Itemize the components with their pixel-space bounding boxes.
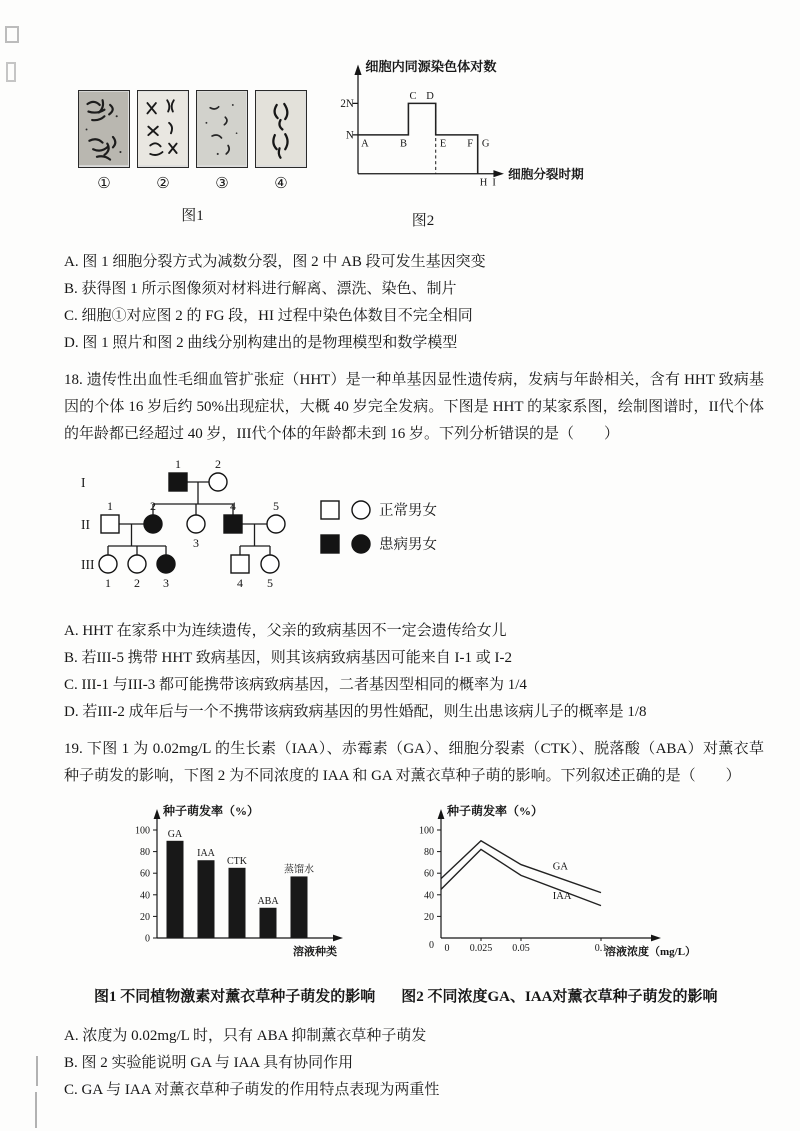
y-axis-arrow — [154, 809, 161, 819]
bar-label: GA — [167, 828, 183, 840]
question-18-options — [64, 618, 764, 726]
q17-figure-block — [78, 56, 764, 235]
series-label-IAA: IAA — [553, 891, 572, 903]
pedigree-member-number: 5 — [273, 499, 279, 513]
pedigree-member-number: 1 — [105, 576, 111, 590]
bar-chart-column — [94, 800, 375, 1011]
letter-I: I — [492, 177, 496, 189]
x-axis-arrow — [651, 935, 661, 942]
pedigree-member-III-2 — [128, 555, 146, 573]
bar-label: CTK — [227, 855, 248, 867]
letter-G: G — [481, 138, 490, 150]
y-tick-label: 100 — [135, 825, 151, 837]
pedigree-member-III-3 — [157, 555, 175, 573]
pedigree-member-III-4 — [231, 555, 249, 573]
x-tick-label: 0.05 — [512, 943, 531, 954]
q19-option-c: C. GA 与 IAA 对薰衣草种子萌发的作用特点表现为两重性 — [64, 1082, 440, 1098]
q19-option-b: B. 图 2 实验能说明 GA 与 IAA 具有协同作用 — [64, 1055, 354, 1071]
pedigree-member-II-2 — [144, 515, 162, 533]
bar-IAA — [198, 860, 215, 938]
pedigree-member-III-1 — [99, 555, 117, 573]
pedigree-member-number: 1 — [175, 457, 181, 471]
pedigree-member-III-5 — [261, 555, 279, 573]
question-18-text: 18. 遗传性出血性毛细血管扩张症（HHT）是一种单基因显性遗传病，发病与年龄相关，含有 HHT 致病基因的个体 16 岁后约 50%出现症状，大概 40 岁完全发病。下图是 HHT 的某家系图，绘制图谱时，II代个体的年龄都已经超过 40 岁，III代个体的年龄都未到 16 岁。下列分析错误的是（ ） — [64, 372, 764, 442]
cell-label-4: ④ — [274, 174, 288, 192]
question-17-options — [64, 249, 764, 357]
pedigree-member-number: 2 — [215, 457, 221, 471]
fig2-step-chart-group — [337, 56, 589, 235]
fig2-caption: 图2 — [411, 213, 435, 229]
chart-title: 种子萌发率（%） — [447, 804, 544, 818]
pedigree-member-number: 3 — [193, 536, 199, 550]
cell-micrograph-2 — [137, 90, 189, 168]
legend-label: 患病男女 — [379, 537, 437, 553]
q17-option-d: D. 图 1 照片和图 2 曲线分别构建出的是物理模型和数学模型 — [64, 335, 458, 351]
y-tick-label: 0 — [145, 933, 151, 945]
cell-label-1: ① — [97, 174, 111, 192]
question-19-options — [64, 1023, 764, 1104]
pedigree-member-number: 5 — [267, 576, 273, 590]
axes — [353, 65, 504, 178]
pedigree-member-number: 1 — [107, 499, 113, 513]
x-axis-label: 溶液浓度（mg/L） — [605, 946, 697, 958]
y-tick-label: 80 — [424, 847, 435, 859]
letter-C: C — [409, 91, 417, 103]
step-curve — [358, 103, 478, 173]
bar-label: 蒸馏水 — [284, 864, 315, 876]
scan-artifact — [5, 26, 19, 43]
letter-H: H — [479, 177, 488, 189]
y-tick-2N: 2N — [340, 98, 354, 111]
series-line-GA — [441, 841, 601, 893]
letter-B: B — [400, 138, 408, 150]
cell-micrograph-4 — [255, 90, 307, 168]
y-tick-label: 20 — [140, 911, 151, 923]
pedigree-member-number: 2 — [150, 499, 156, 513]
x-axis-label: 溶液种类 — [293, 946, 338, 958]
x-axis-arrow — [333, 935, 343, 942]
x-tick-label: 0.1 — [595, 943, 608, 954]
cell-micrograph-3 — [196, 90, 248, 168]
q18-option-c: C. III-1 与III-3 都可能携带该病致病基因，二者基因型相同的概率为 1/4 — [64, 677, 527, 693]
y-tick-label: 40 — [424, 890, 435, 902]
q19-option-a: A. 浓度为 0.02mg/L 时，只有 ABA 抑制薰衣草种子萌发 — [64, 1028, 427, 1044]
bar-label: ABA — [257, 895, 279, 907]
chart-title: 种子萌发率（%） — [163, 804, 260, 818]
generation-label: II — [81, 517, 90, 532]
pedigree-member-number: 3 — [163, 576, 169, 590]
fig1-caption: 图1 — [181, 208, 204, 224]
bar-ABA — [260, 908, 277, 938]
pedigree-member-number: 2 — [134, 576, 140, 590]
homologous-pairs-chart — [337, 56, 589, 198]
fig1-micrograph-group — [78, 90, 307, 230]
y-tick-label: 100 — [419, 825, 435, 837]
pedigree-member-II-3 — [187, 515, 205, 533]
q18-option-a: A. HHT 在家系中为连续遗传，父亲的致病基因不一定会遗传给女儿 — [64, 623, 507, 639]
q17-option-c: C. 细胞①对应图 2 的 FG 段，HI 过程中染色体数目不完全相同 — [64, 308, 473, 324]
pedigree-member-II-5 — [267, 515, 285, 533]
legend-square — [321, 535, 339, 553]
pedigree-member-number: 4 — [237, 576, 243, 590]
q19-figure-block — [94, 800, 764, 1011]
series-line-IAA — [441, 849, 601, 905]
q18-option-b: B. 若III-5 携带 HHT 致病基因，则其该病致病基因可能来自 I-1 或 I-2 — [64, 650, 513, 666]
y-tick-label: 60 — [424, 868, 435, 880]
y-tick-label: 40 — [140, 890, 151, 902]
cell-label-3: ③ — [215, 174, 229, 192]
letter-F: F — [467, 138, 474, 150]
legend-label: 正常男女 — [379, 503, 437, 519]
question-19-text: 19. 下图 1 为 0.02mg/L 的生长素（IAA）、赤霉素（GA）、细胞分裂素（CTK）、脱落酸（ABA）对薰衣草种子萌发的影响，下图 2 为不同浓度的 IAA 和 GA 对薰衣草种子萌的影响。下列叙述正确的是（ ） — [64, 741, 764, 784]
y-tick-label: 20 — [424, 911, 435, 923]
bar-蒸馏水 — [291, 876, 308, 938]
line-chart-caption: 图2 不同浓度GA、IAA对薰衣草种子萌发的影响 — [401, 989, 718, 1005]
bar-chart-caption: 图1 不同植物激素对薰衣草种子萌发的影响 — [94, 989, 376, 1005]
pedigree-member-II-1 — [101, 515, 119, 533]
bar-label: IAA — [197, 848, 216, 860]
pedigree-member-I-1 — [169, 473, 187, 491]
y-tick-label: 60 — [140, 868, 151, 880]
hormone-bar-chart — [117, 800, 352, 972]
pedigree-figure — [78, 452, 764, 612]
scan-artifact — [6, 62, 16, 82]
legend-circle — [352, 535, 370, 553]
legend-circle — [352, 501, 370, 519]
generation-label: I — [81, 475, 86, 490]
y-tick-label: 80 — [140, 847, 151, 859]
cell-micrograph-1 — [78, 90, 130, 168]
letter-D: D — [426, 91, 434, 103]
concentration-line-chart — [403, 800, 715, 972]
q18-option-d: D. 若III-2 成年后与一个不携带该病致病基因的男性婚配，则生出患该病儿子的概率是 1/8 — [64, 704, 647, 720]
pedigree-member-number: 4 — [230, 499, 236, 513]
x-tick-label: 0 — [444, 943, 450, 954]
bar-GA — [167, 841, 184, 938]
pedigree-member-II-4 — [224, 515, 242, 533]
letter-A: A — [361, 138, 369, 150]
pedigree-member-I-2 — [209, 473, 227, 491]
y-axis-arrow — [438, 809, 445, 819]
legend-square — [321, 501, 339, 519]
line-chart-column — [401, 800, 717, 1011]
scan-artifact — [35, 1092, 37, 1128]
cell-label-2: ② — [156, 174, 170, 192]
x-tick-label: 0.025 — [470, 943, 493, 954]
scan-artifact — [36, 1056, 38, 1086]
letter-E: E — [439, 138, 447, 150]
chart-title: 细胞内同源染色体对数 — [365, 58, 497, 74]
q17-option-a: A. 图 1 细胞分裂方式为减数分裂，图 2 中 AB 段可发生基因突变 — [64, 254, 486, 270]
series-label-GA: GA — [553, 861, 569, 873]
generation-label: III — [81, 557, 95, 572]
bar-CTK — [229, 868, 246, 938]
origin-label: 0 — [429, 940, 435, 951]
q17-option-b: B. 获得图 1 所示图像须对材料进行解离、漂洗、染色、制片 — [64, 281, 457, 297]
x-axis-label: 细胞分裂时期 — [508, 167, 584, 182]
pedigree-chart — [78, 452, 498, 602]
y-tick-N: N — [345, 129, 354, 142]
